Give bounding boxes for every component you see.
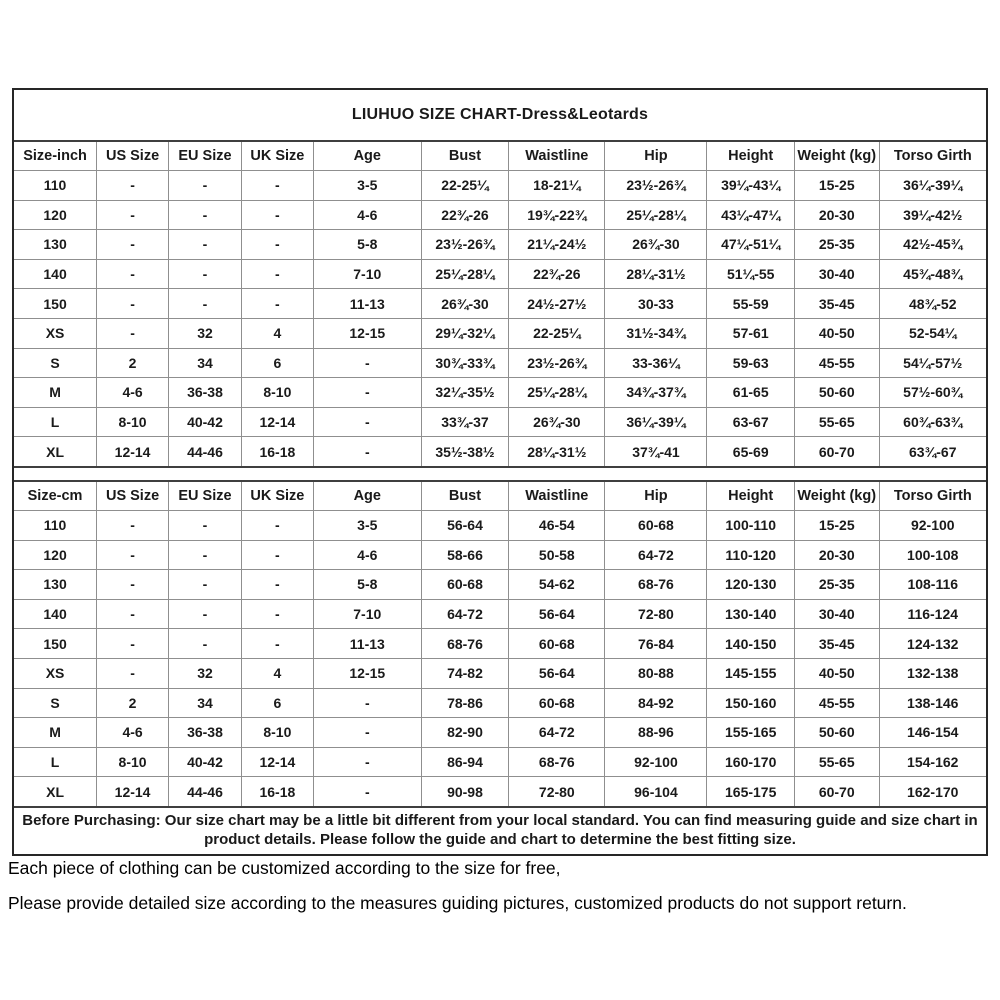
data-cell: 23½-26¾: [509, 348, 605, 378]
data-cell: 150-160: [707, 688, 794, 718]
data-cell: 45¾-48¾: [879, 259, 986, 289]
data-cell: 82-90: [421, 718, 508, 748]
data-cell: 25-35: [794, 230, 879, 260]
data-cell: 88-96: [605, 718, 707, 748]
data-cell: 57-61: [707, 318, 794, 348]
table-row: [14, 259, 986, 289]
data-cell: 30-40: [794, 259, 879, 289]
data-cell: 150: [14, 629, 97, 659]
data-cell: 50-60: [794, 718, 879, 748]
data-cell: M: [14, 718, 97, 748]
data-cell: 146-154: [879, 718, 986, 748]
column-header: Height: [707, 482, 794, 511]
data-cell: 60-68: [421, 570, 508, 600]
data-cell: -: [97, 540, 169, 570]
table-row: [14, 171, 986, 201]
data-cell: 18-21¼: [509, 171, 605, 201]
data-cell: 36-38: [169, 718, 242, 748]
data-cell: -: [97, 230, 169, 260]
data-cell: 64-72: [509, 718, 605, 748]
data-cell: 68-76: [509, 747, 605, 777]
data-cell: 4: [241, 318, 313, 348]
data-cell: 120: [14, 540, 97, 570]
data-cell: 60-70: [794, 777, 879, 807]
data-cell: 2: [97, 688, 169, 718]
data-cell: 100-110: [707, 510, 794, 540]
data-cell: -: [313, 437, 421, 467]
size-chart-panel: [12, 88, 988, 856]
data-cell: 12-15: [313, 318, 421, 348]
data-cell: 25¼-28¼: [605, 200, 707, 230]
data-cell: 22¾-26: [509, 259, 605, 289]
data-cell: 22-25¼: [509, 318, 605, 348]
table-row: [14, 230, 986, 260]
data-cell: 16-18: [241, 777, 313, 807]
data-cell: -: [241, 629, 313, 659]
data-cell: -: [169, 171, 242, 201]
column-header: Hip: [605, 482, 707, 511]
data-cell: 26¾-30: [605, 230, 707, 260]
data-cell: 110: [14, 171, 97, 201]
data-cell: 22-25¼: [421, 171, 508, 201]
data-cell: 162-170: [879, 777, 986, 807]
data-cell: 61-65: [707, 378, 794, 408]
table-row: [14, 437, 986, 467]
data-cell: 26¾-30: [509, 407, 605, 437]
data-cell: 140: [14, 259, 97, 289]
table-row: [14, 570, 986, 600]
data-cell: 40-42: [169, 747, 242, 777]
chart-title: LIUHUO SIZE CHART-Dress&Leotards: [14, 90, 986, 142]
data-cell: S: [14, 688, 97, 718]
data-cell: 92-100: [605, 747, 707, 777]
data-cell: 56-64: [509, 658, 605, 688]
table-row: [14, 747, 986, 777]
data-cell: 124-132: [879, 629, 986, 659]
data-cell: 35-45: [794, 289, 879, 319]
table-row: [14, 658, 986, 688]
data-cell: L: [14, 747, 97, 777]
data-cell: 56-64: [509, 599, 605, 629]
data-cell: 4-6: [97, 718, 169, 748]
data-cell: 72-80: [605, 599, 707, 629]
table-row: [14, 348, 986, 378]
data-cell: 55-65: [794, 747, 879, 777]
column-header: Waistline: [509, 482, 605, 511]
data-cell: 68-76: [421, 629, 508, 659]
data-cell: -: [313, 777, 421, 807]
data-cell: 22¾-26: [421, 200, 508, 230]
data-cell: 31½-34¾: [605, 318, 707, 348]
data-cell: 145-155: [707, 658, 794, 688]
data-cell: 24½-27½: [509, 289, 605, 319]
data-cell: 20-30: [794, 200, 879, 230]
data-cell: -: [313, 747, 421, 777]
data-cell: 72-80: [509, 777, 605, 807]
data-cell: 36¼-39¼: [879, 171, 986, 201]
data-cell: 39¼-43¼: [707, 171, 794, 201]
data-cell: -: [313, 407, 421, 437]
data-cell: -: [97, 259, 169, 289]
data-cell: M: [14, 378, 97, 408]
data-cell: 12-14: [241, 407, 313, 437]
data-cell: -: [313, 688, 421, 718]
data-cell: 50-58: [509, 540, 605, 570]
data-cell: -: [97, 629, 169, 659]
data-cell: -: [97, 570, 169, 600]
column-header: Size-cm: [14, 482, 97, 511]
table-row: [14, 777, 986, 807]
data-cell: 150: [14, 289, 97, 319]
size-table-inch: [14, 142, 986, 468]
data-cell: 154-162: [879, 747, 986, 777]
data-cell: 120-130: [707, 570, 794, 600]
data-cell: -: [97, 599, 169, 629]
column-header: Age: [313, 142, 421, 171]
data-cell: 6: [241, 348, 313, 378]
size-table-cm: [14, 482, 986, 808]
data-cell: -: [313, 378, 421, 408]
column-header: UK Size: [241, 142, 313, 171]
data-cell: 65-69: [707, 437, 794, 467]
data-cell: 86-94: [421, 747, 508, 777]
data-cell: 55-59: [707, 289, 794, 319]
data-cell: 8-10: [97, 747, 169, 777]
data-cell: 64-72: [421, 599, 508, 629]
data-cell: -: [241, 200, 313, 230]
table-divider: [14, 468, 986, 482]
data-cell: 40-42: [169, 407, 242, 437]
data-cell: 84-92: [605, 688, 707, 718]
data-cell: 6: [241, 688, 313, 718]
data-cell: -: [169, 259, 242, 289]
data-cell: 60-68: [509, 629, 605, 659]
data-cell: 76-84: [605, 629, 707, 659]
data-cell: 7-10: [313, 599, 421, 629]
data-cell: 29¼-32¼: [421, 318, 508, 348]
data-cell: 63-67: [707, 407, 794, 437]
data-cell: XS: [14, 318, 97, 348]
column-header: Waistline: [509, 142, 605, 171]
data-cell: XL: [14, 437, 97, 467]
data-cell: 36-38: [169, 378, 242, 408]
header-row: [14, 142, 986, 171]
data-cell: 46-54: [509, 510, 605, 540]
data-cell: 8-10: [241, 378, 313, 408]
data-cell: 130: [14, 230, 97, 260]
table-row: [14, 599, 986, 629]
data-cell: 80-88: [605, 658, 707, 688]
data-cell: 140: [14, 599, 97, 629]
table-row: [14, 407, 986, 437]
data-cell: -: [313, 718, 421, 748]
column-header: Torso Girth: [879, 482, 986, 511]
data-cell: 8-10: [97, 407, 169, 437]
data-cell: 138-146: [879, 688, 986, 718]
column-header: US Size: [97, 142, 169, 171]
customization-note-line-2: Please provide detailed size according to the measures guiding pictures, customized products do not support return.: [8, 893, 907, 913]
column-header: Height: [707, 142, 794, 171]
data-cell: 140-150: [707, 629, 794, 659]
data-cell: 110: [14, 510, 97, 540]
data-cell: 19¾-22¾: [509, 200, 605, 230]
data-cell: 30-33: [605, 289, 707, 319]
data-cell: 64-72: [605, 540, 707, 570]
column-header: Bust: [421, 482, 508, 511]
data-cell: -: [241, 171, 313, 201]
data-cell: 60-68: [509, 688, 605, 718]
data-cell: -: [97, 171, 169, 201]
data-cell: 16-18: [241, 437, 313, 467]
data-cell: 32: [169, 318, 242, 348]
data-cell: 25-35: [794, 570, 879, 600]
data-cell: 54-62: [509, 570, 605, 600]
data-cell: 21¼-24½: [509, 230, 605, 260]
data-cell: 30¾-33¾: [421, 348, 508, 378]
data-cell: 56-64: [421, 510, 508, 540]
table-row: [14, 378, 986, 408]
column-header: Bust: [421, 142, 508, 171]
table-row: [14, 540, 986, 570]
data-cell: 5-8: [313, 230, 421, 260]
data-cell: 32: [169, 658, 242, 688]
data-cell: 100-108: [879, 540, 986, 570]
data-cell: 23½-26¾: [421, 230, 508, 260]
data-cell: 51¼-55: [707, 259, 794, 289]
data-cell: -: [169, 570, 242, 600]
data-cell: 68-76: [605, 570, 707, 600]
data-cell: 20-30: [794, 540, 879, 570]
data-cell: 50-60: [794, 378, 879, 408]
column-header: Size-inch: [14, 142, 97, 171]
data-cell: 11-13: [313, 289, 421, 319]
data-cell: 3-5: [313, 171, 421, 201]
data-cell: -: [97, 200, 169, 230]
data-cell: 45-55: [794, 688, 879, 718]
data-cell: 108-116: [879, 570, 986, 600]
data-cell: 25¼-28¼: [421, 259, 508, 289]
data-cell: -: [241, 259, 313, 289]
table-row: [14, 510, 986, 540]
data-cell: -: [241, 599, 313, 629]
data-cell: 12-14: [97, 437, 169, 467]
data-cell: 165-175: [707, 777, 794, 807]
data-cell: 7-10: [313, 259, 421, 289]
data-cell: 52-54¼: [879, 318, 986, 348]
purchase-note: Before Purchasing: Our size chart may be a little bit different from your local standard. You can find measuring guide and size chart in product details. Please follow the guide and chart to determine the best fitting size.: [22, 811, 978, 849]
customization-note-line-1: Each piece of clothing can be customized according to the size for free,: [8, 858, 561, 878]
data-cell: -: [241, 230, 313, 260]
table-row: [14, 200, 986, 230]
data-cell: 39¼-42½: [879, 200, 986, 230]
data-cell: 4-6: [313, 540, 421, 570]
column-header: Weight (kg): [794, 142, 879, 171]
data-cell: 12-14: [97, 777, 169, 807]
data-cell: 25¼-28¼: [509, 378, 605, 408]
data-cell: 130-140: [707, 599, 794, 629]
data-cell: 32¼-35½: [421, 378, 508, 408]
data-cell: 44-46: [169, 437, 242, 467]
data-cell: 48¾-52: [879, 289, 986, 319]
data-cell: -: [97, 510, 169, 540]
data-cell: 8-10: [241, 718, 313, 748]
table-row: [14, 629, 986, 659]
data-cell: -: [169, 289, 242, 319]
data-cell: 34: [169, 688, 242, 718]
data-cell: 4: [241, 658, 313, 688]
data-cell: 35-45: [794, 629, 879, 659]
data-cell: 28¼-31½: [509, 437, 605, 467]
header-row: [14, 482, 986, 511]
data-cell: 116-124: [879, 599, 986, 629]
column-header: EU Size: [169, 142, 242, 171]
data-cell: 26¾-30: [421, 289, 508, 319]
data-cell: 60-70: [794, 437, 879, 467]
data-cell: 40-50: [794, 658, 879, 688]
data-cell: 4-6: [97, 378, 169, 408]
data-cell: 34: [169, 348, 242, 378]
data-cell: 34¾-37¾: [605, 378, 707, 408]
data-cell: -: [241, 289, 313, 319]
data-cell: 59-63: [707, 348, 794, 378]
table-row: [14, 289, 986, 319]
data-cell: 120: [14, 200, 97, 230]
column-header: Hip: [605, 142, 707, 171]
data-cell: -: [241, 570, 313, 600]
data-cell: 44-46: [169, 777, 242, 807]
data-cell: 40-50: [794, 318, 879, 348]
data-cell: 45-55: [794, 348, 879, 378]
data-cell: 4-6: [313, 200, 421, 230]
data-cell: 60-68: [605, 510, 707, 540]
data-cell: -: [241, 540, 313, 570]
data-cell: -: [169, 599, 242, 629]
column-header: UK Size: [241, 482, 313, 511]
data-cell: -: [97, 658, 169, 688]
data-cell: 33-36¼: [605, 348, 707, 378]
column-header: US Size: [97, 482, 169, 511]
data-cell: -: [313, 348, 421, 378]
data-cell: 33¾-37: [421, 407, 508, 437]
data-cell: 78-86: [421, 688, 508, 718]
data-cell: 11-13: [313, 629, 421, 659]
data-cell: 36¼-39¼: [605, 407, 707, 437]
data-cell: 55-65: [794, 407, 879, 437]
data-cell: 54¼-57½: [879, 348, 986, 378]
data-cell: 47¼-51¼: [707, 230, 794, 260]
data-cell: 110-120: [707, 540, 794, 570]
data-cell: -: [169, 540, 242, 570]
data-cell: 74-82: [421, 658, 508, 688]
data-cell: 96-104: [605, 777, 707, 807]
data-cell: 130: [14, 570, 97, 600]
data-cell: -: [241, 510, 313, 540]
data-cell: -: [97, 318, 169, 348]
data-cell: 92-100: [879, 510, 986, 540]
data-cell: -: [169, 629, 242, 659]
data-cell: XL: [14, 777, 97, 807]
data-cell: 28¼-31½: [605, 259, 707, 289]
column-header: Age: [313, 482, 421, 511]
data-cell: 58-66: [421, 540, 508, 570]
column-header: Torso Girth: [879, 142, 986, 171]
column-header: EU Size: [169, 482, 242, 511]
column-header: Weight (kg): [794, 482, 879, 511]
data-cell: 30-40: [794, 599, 879, 629]
data-cell: 155-165: [707, 718, 794, 748]
data-cell: -: [169, 230, 242, 260]
data-cell: 90-98: [421, 777, 508, 807]
data-cell: 12-15: [313, 658, 421, 688]
data-cell: 37¾-41: [605, 437, 707, 467]
data-cell: 60¾-63¾: [879, 407, 986, 437]
data-cell: 15-25: [794, 510, 879, 540]
data-cell: XS: [14, 658, 97, 688]
data-cell: 57½-60¾: [879, 378, 986, 408]
data-cell: 160-170: [707, 747, 794, 777]
table-row: [14, 688, 986, 718]
data-cell: -: [97, 289, 169, 319]
data-cell: 42½-45¾: [879, 230, 986, 260]
data-cell: S: [14, 348, 97, 378]
data-cell: 3-5: [313, 510, 421, 540]
data-cell: L: [14, 407, 97, 437]
table-row: [14, 718, 986, 748]
data-cell: 23½-26¾: [605, 171, 707, 201]
data-cell: 5-8: [313, 570, 421, 600]
data-cell: 2: [97, 348, 169, 378]
data-cell: 43¼-47¼: [707, 200, 794, 230]
data-cell: 12-14: [241, 747, 313, 777]
data-cell: -: [169, 200, 242, 230]
data-cell: 15-25: [794, 171, 879, 201]
data-cell: -: [169, 510, 242, 540]
data-cell: 132-138: [879, 658, 986, 688]
table-row: [14, 318, 986, 348]
data-cell: 63¾-67: [879, 437, 986, 467]
data-cell: 35½-38½: [421, 437, 508, 467]
